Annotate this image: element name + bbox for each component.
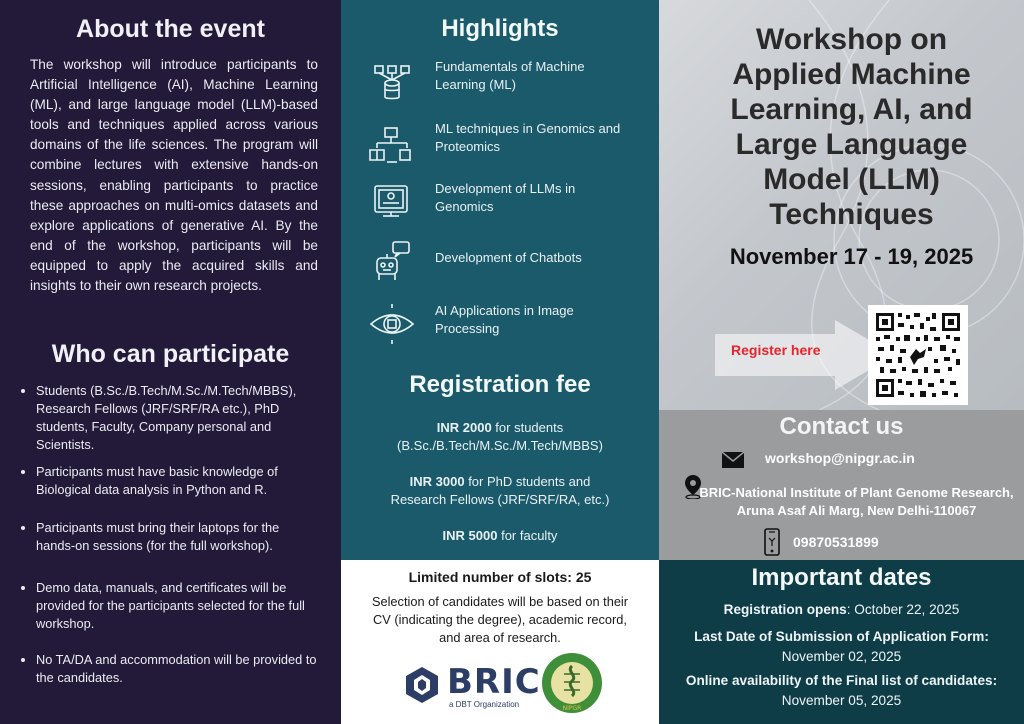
bric-logo: [403, 658, 541, 710]
date-item: [679, 671, 1004, 711]
fee-amount: INR 5000: [442, 528, 498, 543]
fee-desc: for faculty: [497, 528, 558, 543]
bric-subtitle: a DBT Organization: [449, 700, 520, 709]
fee-amount: INR 3000: [409, 474, 465, 489]
phone-icon: [763, 528, 781, 556]
slots-title: Limited number of slots: 25: [408, 569, 592, 585]
database-network-icon: [367, 60, 417, 104]
contact-title: Contact us: [779, 413, 904, 440]
fee-item: [341, 527, 659, 545]
qr-code[interactable]: [868, 305, 968, 405]
contact-email[interactable]: workshop@nipgr.ac.in: [765, 450, 915, 466]
highlight-text: ML techniques in Genomics and Proteomics: [435, 121, 621, 154]
nipgr-logo: [541, 652, 603, 714]
fee-amount: INR 2000: [436, 420, 492, 435]
contact-address: BRIC-National Institute of Plant Genome Research, Aruna Asaf Ali Marg, New Delhi-110067: [699, 485, 1014, 518]
genomics-laptop-icon: [367, 124, 417, 168]
dates-title: Important dates: [751, 564, 932, 591]
date-label: Last Date of Submission of Application Form:: [694, 629, 989, 644]
date-label: Online availability of the Final list of candidates:: [685, 673, 998, 688]
slots-text: Selection of candidates will be based on their CV (indicating the degree), academic record, and area of research.: [371, 594, 629, 645]
fee-item: [341, 419, 659, 455]
ai-eye-icon: [367, 304, 417, 348]
highlight-text: AI Applications in Image Processing: [435, 303, 574, 336]
highlight-item: [341, 120, 659, 176]
computer-monitor-icon: [367, 182, 417, 226]
date-value: November 02, 2025: [781, 649, 902, 664]
middle-panel: [341, 0, 659, 560]
who-item: • Students (B.Sc./B.Tech/M.Sc./M.Tech/MBBS), Research Fellows (JRF/SRF/RA etc.), PhD students, Faculty, Company personal and Scientists.: [36, 382, 318, 454]
left-panel: [0, 0, 341, 724]
highlight-item: [341, 180, 659, 236]
about-title: About the event: [76, 15, 265, 43]
workshop-title: Workshop on Applied Machine Learning, AI, and Large Language Model (LLM) Techniques: [730, 23, 973, 231]
envelope-icon: [722, 452, 744, 468]
fee-desc: for students (B.Sc./B.Tech/M.Sc./M.Tech/MBBS): [397, 420, 603, 453]
who-title: Who can participate: [51, 340, 290, 368]
highlight-text: Development of LLMs in Genomics: [435, 181, 576, 214]
workshop-date: November 17 - 19, 2025: [729, 244, 974, 269]
highlight-text: Fundamentals of Machine Learning (ML): [435, 59, 585, 92]
highlights-title: Highlights: [441, 15, 559, 42]
date-value: : October 22, 2025: [846, 602, 960, 617]
fee-item: [341, 473, 659, 509]
date-item: [679, 627, 1004, 667]
workshop-header: [659, 0, 1024, 410]
bric-wordmark: BRIC: [447, 662, 541, 702]
date-value: November 05, 2025: [781, 693, 902, 708]
registration-fee-title: Registration fee: [409, 371, 591, 398]
contact-phone[interactable]: 09870531899: [793, 534, 879, 550]
who-item: • Participants must have basic knowledge of Biological data analysis in Python and R.: [36, 463, 318, 499]
bric-emblem-icon: [403, 666, 441, 704]
nipgr-text: NIPGR: [562, 705, 582, 712]
highlight-text: Development of Chatbots: [435, 250, 582, 265]
about-text: The workshop will introduce participants to Artificial Intelligence (AI), Machine Learning (ML), and large language model (LLM)-based tools and techniques applied across various domains of the life sciences. The program will combine lectures with extensive hands-on sessions, enabling participants to practice these approaches on multi-omics datasets and explore applications of generative AI. By the end of the workshop, participants will be equipped to apply the acquired skills and insights to their own research projects.: [30, 57, 318, 294]
chatbot-icon: [367, 240, 417, 284]
date-item: [679, 600, 1004, 620]
highlight-item: [341, 58, 659, 114]
who-item: • Demo data, manuals, and certificates will be provided for the participants selected for the full workshop.: [36, 579, 318, 633]
register-link[interactable]: Register here: [731, 342, 821, 358]
date-label: Registration opens: [723, 602, 847, 617]
slots-section: [341, 560, 659, 724]
who-item: • No TA/DA and accommodation will be provided to the candidates.: [36, 651, 318, 687]
who-item: • Participants must bring their laptops for the hands-on sessions (for the full workshop).: [36, 519, 318, 555]
highlight-item: [341, 302, 659, 358]
important-dates-section: [659, 560, 1024, 724]
fee-desc: for PhD students and Research Fellows (JRF/SRF/RA, etc.): [390, 474, 610, 507]
contact-section: [659, 410, 1024, 560]
highlight-item: [341, 240, 659, 296]
